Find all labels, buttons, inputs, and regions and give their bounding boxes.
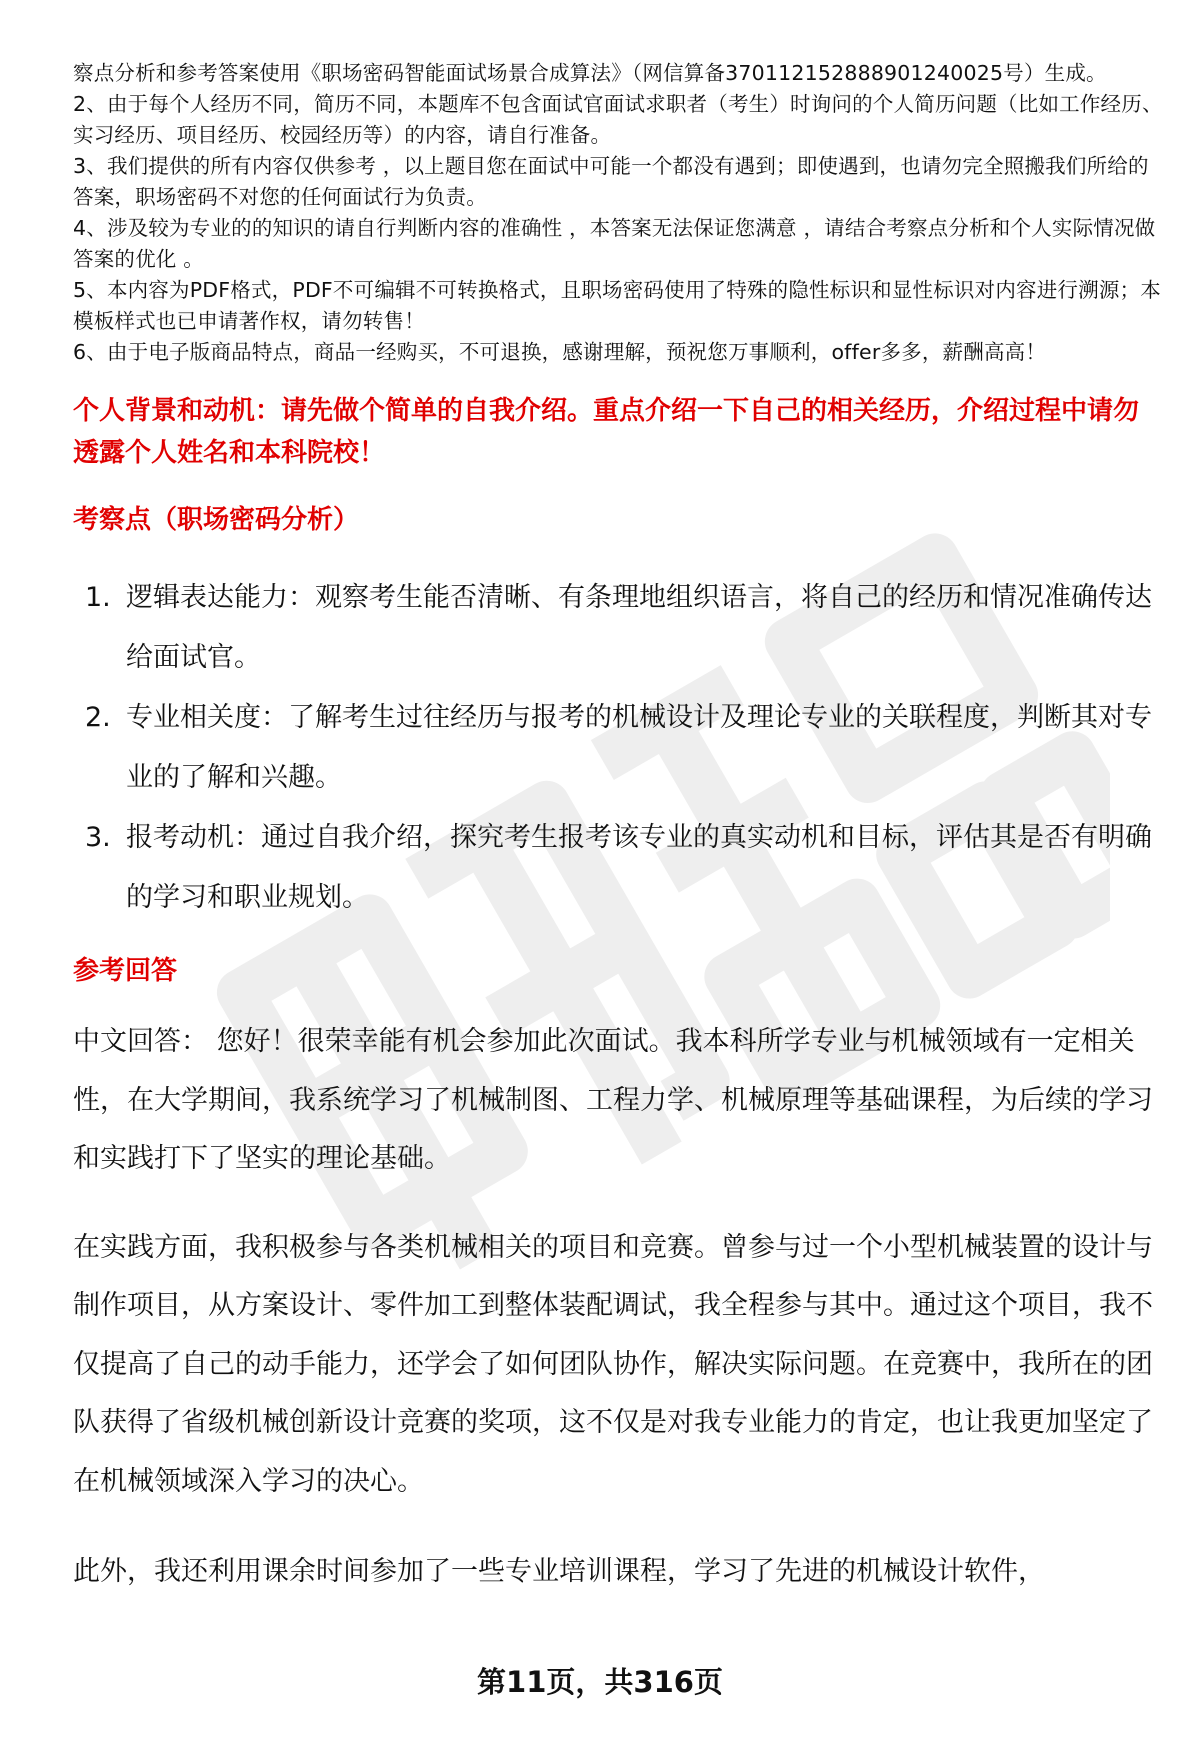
item-text: 逻辑表达能力：观察考生能否清晰、有条理地组织语言，将自己的经历和情况准确传达给面试官。 (126, 582, 1152, 673)
kaochadian-item (73, 568, 1163, 688)
cankao-heading: 参考回答 (73, 956, 178, 986)
disclaimer-note: 2、由于每个人经历不同，简历不同，本题库不包含面试官面试求职者（考生）时询问的个人简历问题（比如工作经历、实习经历、项目经历、校园经历等）的内容，请自行准备。 (73, 92, 1163, 147)
page-content (73, 58, 1163, 1602)
item-number: 2. (85, 702, 111, 733)
disclaimer-note: 3、我们提供的所有内容仅供参考 ，以上题目您在面试中可能一个都没有遇到；即使遇到，也请勿完全照搬我们所给的答案，职场密码不对您的任何面试行为负责。 (73, 154, 1149, 209)
disclaimer-note: 察点分析和参考答案使用《职场密码智能面试场景合成算法》（网信算备370112152888901240025号）生成。 (73, 61, 1107, 85)
interview-question: 个人背景和动机：请先做个简单的自我介绍。重点介绍一下自己的相关经历，介绍过程中请勿透露个人姓名和本科院校！ (73, 396, 1140, 468)
answer-paragraph: 在实践方面，我积极参与各类机械相关的项目和竞赛。曾参与过一个小型机械装置的设计与制作项目，从方案设计、零件加工到整体装配调试，我全程参与其中。通过这个项目，我不仅提高了自己的动手能力，还学会了如何团队协作，解决实际问题。在竞赛中，我所在的团队获得了省级机械创新设计竞赛的奖项，这不仅是对我专业能力的肯定，也让我更加坚定了在机械领域深入学习的决心。 (73, 1231, 1153, 1497)
answer-paragraph: 中文回答： 您好！很荣幸能有机会参加此次面试。我本科所学专业与机械领域有一定相关性，在大学期间，我系统学习了机械制图、工程力学、机械原理等基础课程，为后续的学习和实践打下了坚实的理论基础。 (73, 1026, 1153, 1174)
kaochadian-item (73, 688, 1163, 808)
disclaimer-note: 4、涉及较为专业的的知识的请自行判断内容的准确性 ，本答案无法保证您满意 ，请结合考察点分析和个人实际情况做答案的优化 。 (73, 216, 1156, 271)
kaochadian-list (73, 568, 1163, 928)
disclaimer-note: 6、由于电子版商品特点，商品一经购买，不可退换，感谢理解，预祝您万事顺利，offer多多，薪酬高高！ (73, 340, 1047, 364)
kaochadian-heading: 考察点（职场密码分析） (73, 505, 360, 535)
kaochadian-item (73, 808, 1163, 928)
item-number: 3. (85, 822, 111, 853)
item-text: 专业相关度：了解考生过往经历与报考的机械设计及理论专业的关联程度，判断其对专业的了解和兴趣。 (126, 702, 1152, 793)
disclaimer-notes (73, 58, 1163, 368)
item-number: 1. (85, 582, 111, 613)
disclaimer-note: 5、本内容为PDF格式，PDF不可编辑不可转换格式，且职场密码使用了特殊的隐性标识和显性标识对内容进行溯源；本模板样式也已申请著作权，请勿转售！ (73, 278, 1161, 333)
page-number: 第11页，共316页 (477, 1665, 723, 1699)
answer-paragraph: 此外，我还利用课余时间参加了一些专业培训课程，学习了先进的机械设计软件， (73, 1556, 1045, 1587)
item-text: 报考动机：通过自我介绍，探究考生报考该专业的真实动机和目标，评估其是否有明确的学习和职业规划。 (126, 822, 1152, 913)
